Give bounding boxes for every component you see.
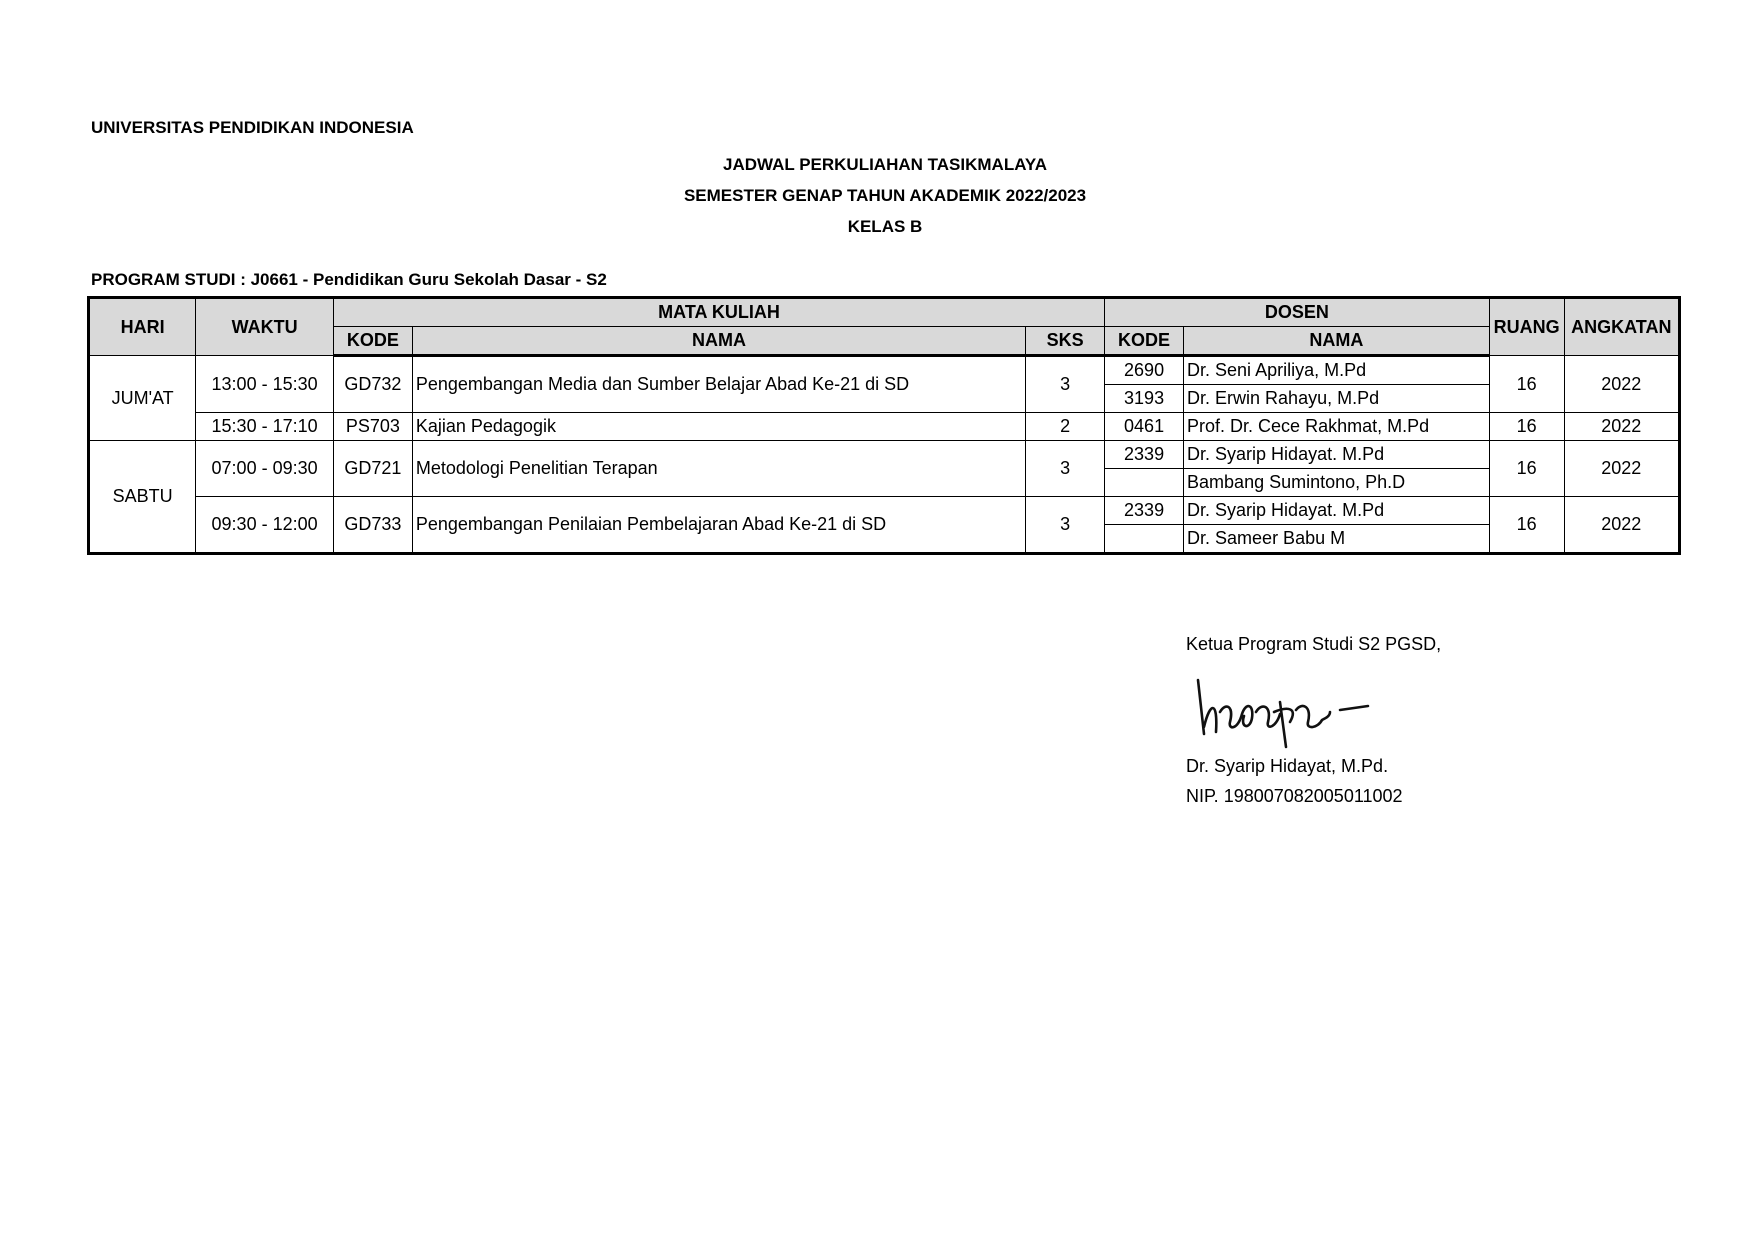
title-class: KELAS B — [847, 217, 923, 236]
cell-dosen-nama: Dr. Seni Apriliya, M.Pd — [1184, 356, 1490, 385]
cell-sks: 2 — [1026, 413, 1105, 441]
header-waktu: WAKTU — [196, 298, 334, 356]
header-sks: SKS — [1026, 327, 1105, 356]
header-hari: HARI — [89, 298, 196, 356]
cell-dosen-kode — [1105, 525, 1184, 554]
cell-mk-nama: Metodologi Penelitian Terapan — [412, 441, 1025, 497]
cell-waktu: 15:30 - 17:10 — [196, 413, 334, 441]
header-ruang: RUANG — [1489, 298, 1564, 356]
schedule-table — [87, 296, 1681, 555]
cell-mk-kode: GD732 — [333, 356, 412, 413]
cell-sks: 3 — [1026, 441, 1105, 497]
header-mk-nama: NAMA — [412, 327, 1025, 356]
cell-ruang: 16 — [1489, 356, 1564, 413]
cell-waktu: 07:00 - 09:30 — [196, 441, 334, 497]
cell-waktu: 09:30 - 12:00 — [196, 497, 334, 554]
cell-dosen-nama: Dr. Syarip Hidayat. M.Pd — [1184, 497, 1490, 525]
cell-mk-nama: Pengembangan Penilaian Pembelajaran Abad Ke-21 di SD — [412, 497, 1025, 554]
table-row — [89, 356, 1680, 385]
cell-dosen-nama: Dr. Syarip Hidayat. M.Pd — [1184, 441, 1490, 469]
cell-sks: 3 — [1026, 356, 1105, 413]
cell-mk-nama: Pengembangan Media dan Sumber Belajar Abad Ke-21 di SD — [412, 356, 1025, 413]
cell-angkatan: 2022 — [1564, 497, 1679, 554]
cell-angkatan: 2022 — [1564, 356, 1679, 413]
cell-ruang: 16 — [1489, 413, 1564, 441]
cell-angkatan: 2022 — [1564, 413, 1679, 441]
title-schedule: JADWAL PERKULIAHAN TASIKMALAYA — [723, 155, 1047, 174]
header-dosen: DOSEN — [1105, 298, 1490, 327]
cell-ruang: 16 — [1489, 441, 1564, 497]
cell-ruang: 16 — [1489, 497, 1564, 554]
cell-mk-kode: GD721 — [333, 441, 412, 497]
handwritten-signature — [1190, 672, 1440, 752]
university-name: UNIVERSITAS PENDIDIKAN INDONESIA — [91, 118, 414, 137]
cell-dosen-kode: 0461 — [1105, 413, 1184, 441]
table-row — [89, 441, 1680, 469]
cell-hari: JUM'AT — [89, 356, 196, 441]
cell-sks: 3 — [1026, 497, 1105, 554]
cell-mk-kode: PS703 — [333, 413, 412, 441]
cell-dosen-kode: 2339 — [1105, 497, 1184, 525]
header-mk-kode: KODE — [333, 327, 412, 356]
cell-mk-kode: GD733 — [333, 497, 412, 554]
cell-dosen-nama: Bambang Sumintono, Ph.D — [1184, 469, 1490, 497]
cell-dosen-nama: Dr. Sameer Babu M — [1184, 525, 1490, 554]
cell-angkatan: 2022 — [1564, 441, 1679, 497]
cell-hari: SABTU — [89, 441, 196, 554]
table-row — [89, 497, 1680, 525]
cell-dosen-nama: Prof. Dr. Cece Rakhmat, M.Pd — [1184, 413, 1490, 441]
signature-name: Dr. Syarip Hidayat, M.Pd. — [1186, 756, 1389, 776]
header-row-1 — [89, 298, 1680, 327]
cell-dosen-kode: 2339 — [1105, 441, 1184, 469]
program-study: PROGRAM STUDI : J0661 - Pendidikan Guru Sekolah Dasar - S2 — [91, 270, 607, 289]
cell-waktu: 13:00 - 15:30 — [196, 356, 334, 413]
cell-dosen-kode: 2690 — [1105, 356, 1184, 385]
header-mata-kuliah: MATA KULIAH — [333, 298, 1104, 327]
cell-dosen-nama: Dr. Erwin Rahayu, M.Pd — [1184, 385, 1490, 413]
signature-nip: NIP. 198007082005011002 — [1186, 786, 1403, 806]
header-dosen-kode: KODE — [1105, 327, 1184, 356]
cell-dosen-kode — [1105, 469, 1184, 497]
header-dosen-nama: NAMA — [1184, 327, 1490, 356]
cell-dosen-kode: 3193 — [1105, 385, 1184, 413]
header-angkatan: ANGKATAN — [1564, 298, 1679, 356]
signature-role: Ketua Program Studi S2 PGSD, — [1186, 634, 1442, 654]
table-row — [89, 413, 1680, 441]
cell-mk-nama: Kajian Pedagogik — [412, 413, 1025, 441]
title-semester: SEMESTER GENAP TAHUN AKADEMIK 2022/2023 — [683, 186, 1087, 205]
document-titles — [0, 149, 1754, 242]
